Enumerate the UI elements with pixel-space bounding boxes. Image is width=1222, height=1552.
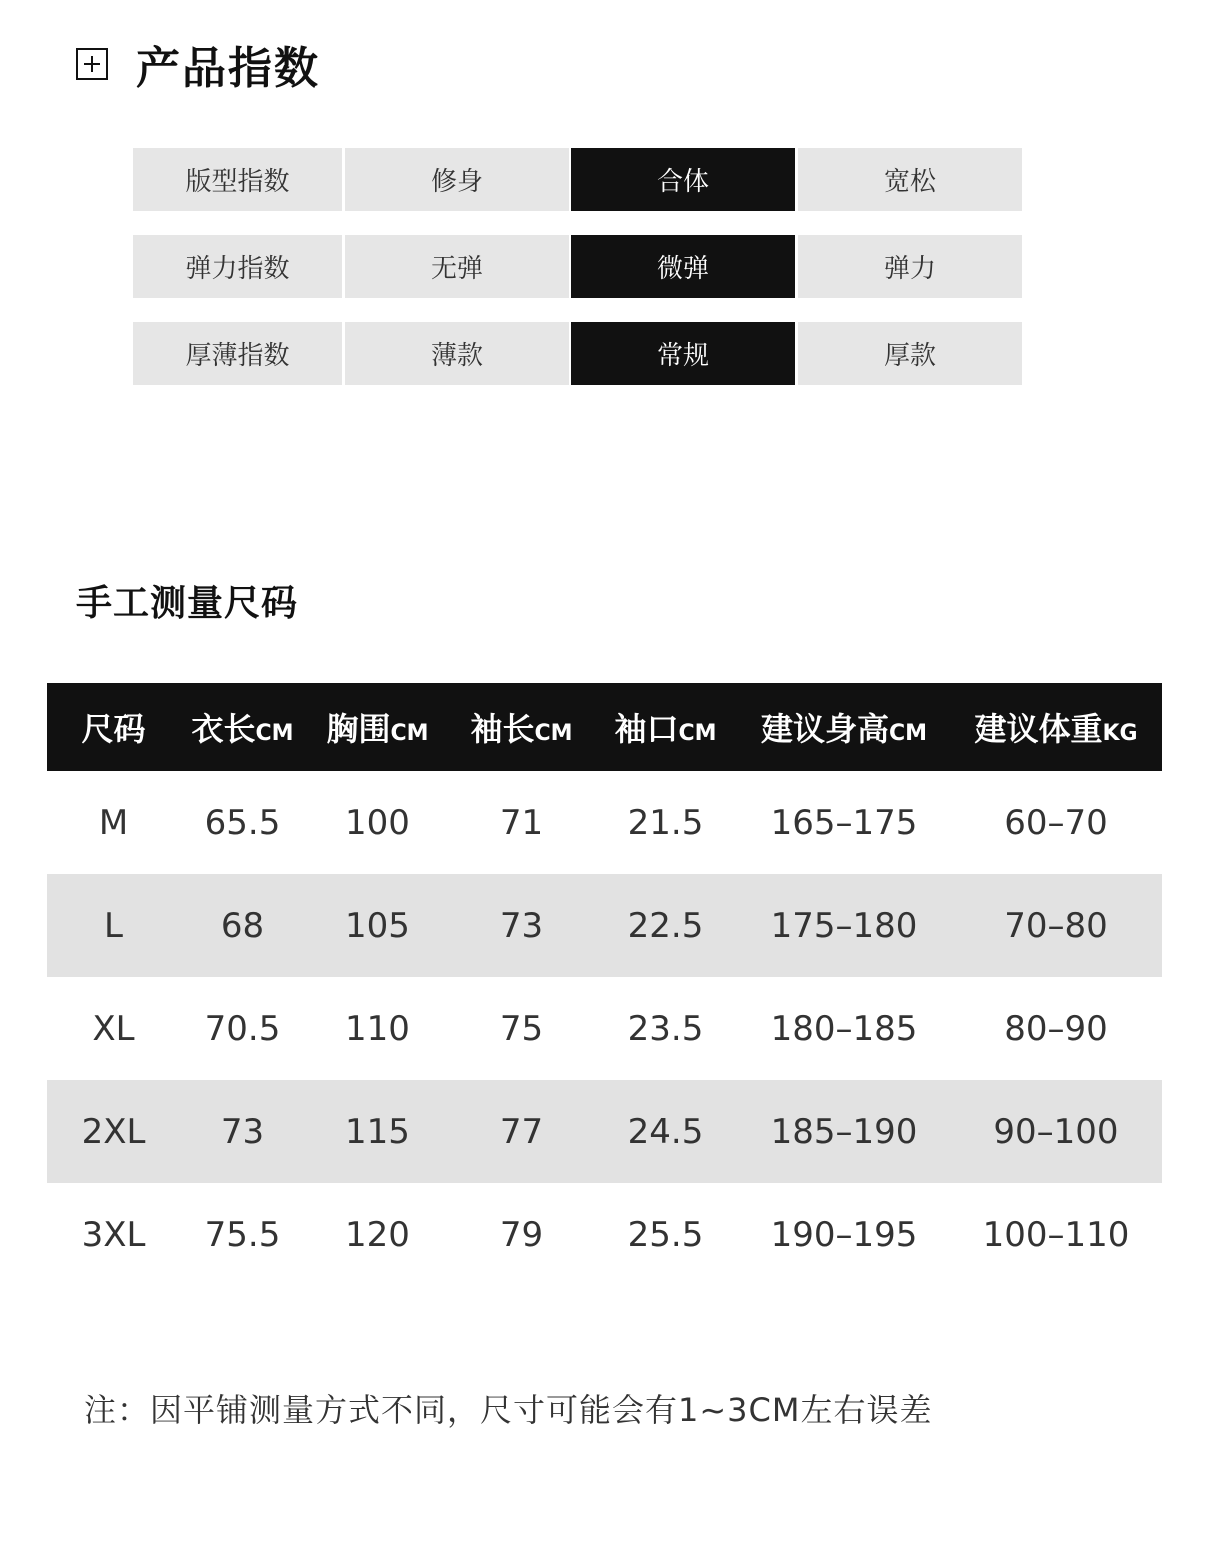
size-table-header [47, 683, 1162, 771]
column-header: 胸围CM [326, 710, 429, 748]
table-cell: 115 [345, 1111, 410, 1152]
table-cell: 21.5 [627, 802, 704, 843]
index-label: 版型指数 [133, 148, 342, 211]
index-row-elasticity [133, 235, 1022, 298]
table-cell: 71 [499, 802, 544, 843]
table-cell: 180–185 [770, 1008, 918, 1049]
table-cell: 75 [499, 1008, 544, 1049]
table-cell: 165–175 [770, 802, 918, 843]
table-cell: 100 [345, 802, 410, 843]
product-index-table [133, 148, 1022, 409]
index-label: 厚薄指数 [133, 322, 342, 385]
table-cell: 3XL [81, 1214, 146, 1255]
table-cell: L [104, 905, 123, 946]
measurement-note: 注：因平铺测量方式不同，尺寸可能会有1~3CM左右误差 [84, 1391, 933, 1429]
index-option: 弹力 [798, 235, 1022, 298]
column-header: 建议体重KG [974, 710, 1138, 748]
table-row [47, 771, 1162, 874]
table-cell: 75.5 [204, 1214, 281, 1255]
table-row [47, 1080, 1162, 1183]
table-cell: 90–100 [993, 1111, 1119, 1152]
table-cell: 190–195 [770, 1214, 918, 1255]
index-option: 微弹 [571, 235, 795, 298]
index-option: 宽松 [798, 148, 1022, 211]
table-cell: 120 [345, 1214, 410, 1255]
column-header: 袖长CM [470, 710, 573, 748]
table-row [47, 977, 1162, 1080]
column-header: 建议身高CM [760, 710, 928, 748]
table-cell: 70.5 [204, 1008, 281, 1049]
table-cell: 68 [220, 905, 265, 946]
index-label: 弹力指数 [133, 235, 342, 298]
table-row [47, 874, 1162, 977]
table-cell: 110 [345, 1008, 410, 1049]
table-cell: M [98, 802, 129, 843]
index-option: 无弹 [345, 235, 569, 298]
column-header: 衣长CM [191, 710, 294, 748]
table-cell: 65.5 [204, 802, 281, 843]
index-option: 修身 [345, 148, 569, 211]
table-row [47, 1183, 1162, 1286]
table-cell: 73 [220, 1111, 265, 1152]
index-row-thickness [133, 322, 1022, 385]
table-cell: 79 [499, 1214, 544, 1255]
table-cell: 22.5 [627, 905, 704, 946]
table-cell: 2XL [81, 1111, 146, 1152]
table-cell: 25.5 [627, 1214, 704, 1255]
size-section-title: 手工测量尺码 [76, 583, 299, 624]
index-option: 合体 [571, 148, 795, 211]
table-cell: 23.5 [627, 1008, 704, 1049]
table-cell: 70–80 [1004, 905, 1108, 946]
table-cell: 175–180 [770, 905, 918, 946]
table-cell: 80–90 [1004, 1008, 1108, 1049]
table-cell: 77 [499, 1111, 544, 1152]
index-option: 薄款 [345, 322, 569, 385]
table-cell: XL [92, 1008, 135, 1049]
index-row-fit [133, 148, 1022, 211]
column-header: 尺码 [81, 710, 146, 748]
table-cell: 24.5 [627, 1111, 704, 1152]
section-header [76, 34, 320, 94]
table-cell: 105 [345, 905, 410, 946]
table-cell: 185–190 [770, 1111, 918, 1152]
plus-square-icon [76, 48, 108, 80]
table-cell: 100–110 [982, 1214, 1130, 1255]
table-cell: 60–70 [1004, 802, 1108, 843]
column-header: 袖口CM [614, 710, 717, 748]
table-cell: 73 [499, 905, 544, 946]
size-table [47, 683, 1162, 1286]
page-title: 产品指数 [136, 43, 320, 94]
index-option: 厚款 [798, 322, 1022, 385]
index-option: 常规 [571, 322, 795, 385]
